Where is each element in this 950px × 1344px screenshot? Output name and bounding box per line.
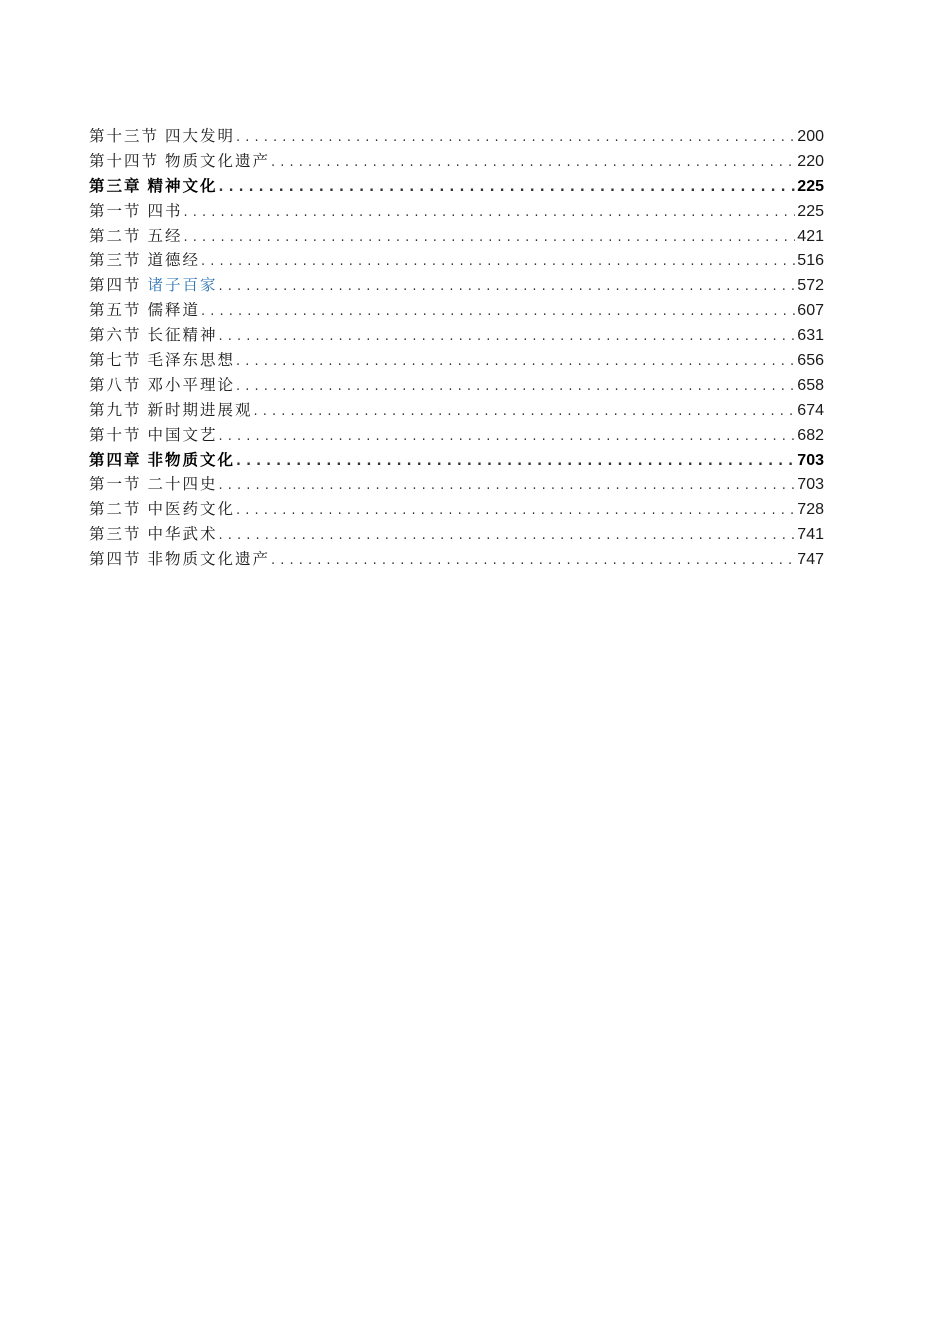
toc-entry-number: 第四节 <box>89 550 142 569</box>
toc-entry-title: 四书 <box>147 201 183 220</box>
toc-section-entry[interactable] <box>89 547 824 572</box>
toc-entry-number: 第三章 <box>89 175 142 195</box>
table-of-contents <box>89 124 824 572</box>
toc-page-number: 572 <box>797 277 824 295</box>
toc-section-entry[interactable] <box>89 149 824 174</box>
toc-section-entry[interactable] <box>89 273 824 298</box>
toc-entry-heading <box>89 522 218 547</box>
toc-page-number: 703 <box>797 451 824 469</box>
toc-dot-leader <box>219 425 796 448</box>
toc-entry-number: 第十节 <box>89 425 142 444</box>
toc-section-entry[interactable] <box>89 124 824 149</box>
toc-dot-leader <box>219 325 796 348</box>
toc-page-number: 421 <box>797 227 824 245</box>
toc-entry-number: 第九节 <box>89 400 142 419</box>
toc-entry-heading <box>89 547 270 572</box>
toc-entry-title: 中华武术 <box>147 525 218 544</box>
toc-entry-title: 邓小平理论 <box>147 375 236 394</box>
toc-dot-leader <box>201 250 795 273</box>
toc-entry-heading <box>89 248 200 273</box>
toc-entry-title: 新时期进展观 <box>147 400 253 419</box>
toc-page-number: 703 <box>797 476 824 494</box>
toc-entry-heading <box>89 423 218 448</box>
toc-entry-heading <box>89 199 183 224</box>
toc-dot-leader <box>201 300 795 323</box>
toc-dot-leader <box>271 549 795 572</box>
toc-section-entry[interactable] <box>89 373 824 398</box>
toc-chapter-entry[interactable] <box>89 174 824 199</box>
toc-entries <box>89 124 824 572</box>
toc-entry-number: 第三节 <box>89 525 142 544</box>
toc-page-number: 682 <box>797 426 824 444</box>
toc-chapter-entry[interactable] <box>89 448 824 473</box>
toc-page-number: 516 <box>797 252 824 270</box>
toc-entry-number: 第一节 <box>89 201 142 220</box>
toc-entry-title: 四大发明 <box>165 127 236 145</box>
toc-entry-number: 第三节 <box>89 251 142 270</box>
toc-dot-leader <box>219 275 796 298</box>
toc-section-entry[interactable] <box>89 348 824 373</box>
toc-section-entry[interactable] <box>89 423 824 448</box>
toc-entry-number: 第二节 <box>89 500 142 519</box>
toc-dot-leader <box>236 350 795 373</box>
toc-entry-heading <box>89 373 235 398</box>
toc-entry-title: 物质文化遗产 <box>165 151 271 170</box>
toc-entry-heading <box>89 348 235 373</box>
toc-entry-heading <box>89 149 270 174</box>
toc-entry-title: 非物质文化 <box>147 449 236 469</box>
toc-entry-title-link[interactable]: 诸子百家 <box>147 276 218 295</box>
toc-entry-title: 毛泽东思想 <box>147 351 236 370</box>
toc-section-entry[interactable] <box>89 522 824 547</box>
toc-dot-leader <box>184 201 796 224</box>
toc-page-number: 728 <box>797 501 824 519</box>
toc-dot-leader <box>236 450 795 473</box>
toc-section-entry[interactable] <box>89 323 824 348</box>
toc-dot-leader <box>236 375 795 398</box>
toc-entry-number: 第七节 <box>89 351 142 370</box>
toc-entry-number: 第四节 <box>89 276 142 295</box>
toc-entry-number: 第十四节 <box>89 151 160 170</box>
toc-dot-leader <box>219 474 796 497</box>
toc-dot-leader <box>219 176 796 199</box>
toc-dot-leader <box>254 400 796 423</box>
toc-entry-number: 第一节 <box>89 475 142 494</box>
toc-entry-title: 五经 <box>147 226 183 245</box>
toc-page-number: 658 <box>797 376 824 394</box>
toc-entry-heading <box>89 174 218 199</box>
toc-page-number: 674 <box>797 401 824 419</box>
toc-page-number: 656 <box>797 352 824 370</box>
toc-page-number: 741 <box>797 526 824 544</box>
toc-page-number: 747 <box>797 551 824 569</box>
toc-section-entry[interactable] <box>89 398 824 423</box>
toc-entry-number: 第五节 <box>89 301 142 320</box>
toc-section-entry[interactable] <box>89 199 824 224</box>
toc-section-entry[interactable] <box>89 472 824 497</box>
toc-entry-title: 儒释道 <box>147 301 201 320</box>
toc-entry-heading <box>89 124 235 149</box>
toc-entry-title: 长征精神 <box>147 326 218 345</box>
toc-entry-heading <box>89 224 183 249</box>
toc-entry-heading <box>89 323 218 348</box>
toc-entry-heading <box>89 497 235 522</box>
toc-entry-number: 第十三节 <box>89 127 160 145</box>
toc-entry-title: 精神文化 <box>147 175 218 195</box>
toc-entry-heading <box>89 448 235 473</box>
toc-page-number: 220 <box>797 152 824 170</box>
toc-entry-number: 第二节 <box>89 226 142 245</box>
toc-entry-title: 二十四史 <box>147 475 218 494</box>
toc-entry-title: 中医药文化 <box>147 500 236 519</box>
toc-page-number: 225 <box>797 202 824 220</box>
toc-entry-title: 中国文艺 <box>147 425 218 444</box>
toc-entry-number: 第四章 <box>89 449 142 469</box>
toc-entry-title: 道德经 <box>147 251 201 270</box>
toc-dot-leader <box>184 226 796 249</box>
toc-page-number: 200 <box>797 128 824 145</box>
toc-entry-heading <box>89 398 253 423</box>
toc-dot-leader <box>236 499 795 522</box>
toc-entry-heading <box>89 298 200 323</box>
toc-section-entry[interactable] <box>89 298 824 323</box>
toc-dot-leader <box>271 151 795 174</box>
toc-page-number: 631 <box>797 327 824 345</box>
toc-section-entry[interactable] <box>89 224 824 249</box>
toc-entry-number: 第八节 <box>89 375 142 394</box>
toc-entry-heading <box>89 273 218 298</box>
toc-section-entry[interactable] <box>89 248 824 273</box>
toc-page-number: 607 <box>797 302 824 320</box>
toc-dot-leader <box>219 524 796 547</box>
toc-dot-leader <box>236 126 795 149</box>
toc-entry-heading <box>89 472 218 497</box>
toc-entry-number: 第六节 <box>89 326 142 345</box>
toc-entry-title: 非物质文化遗产 <box>147 550 271 569</box>
toc-page-number: 225 <box>797 177 824 195</box>
toc-section-entry[interactable] <box>89 497 824 522</box>
